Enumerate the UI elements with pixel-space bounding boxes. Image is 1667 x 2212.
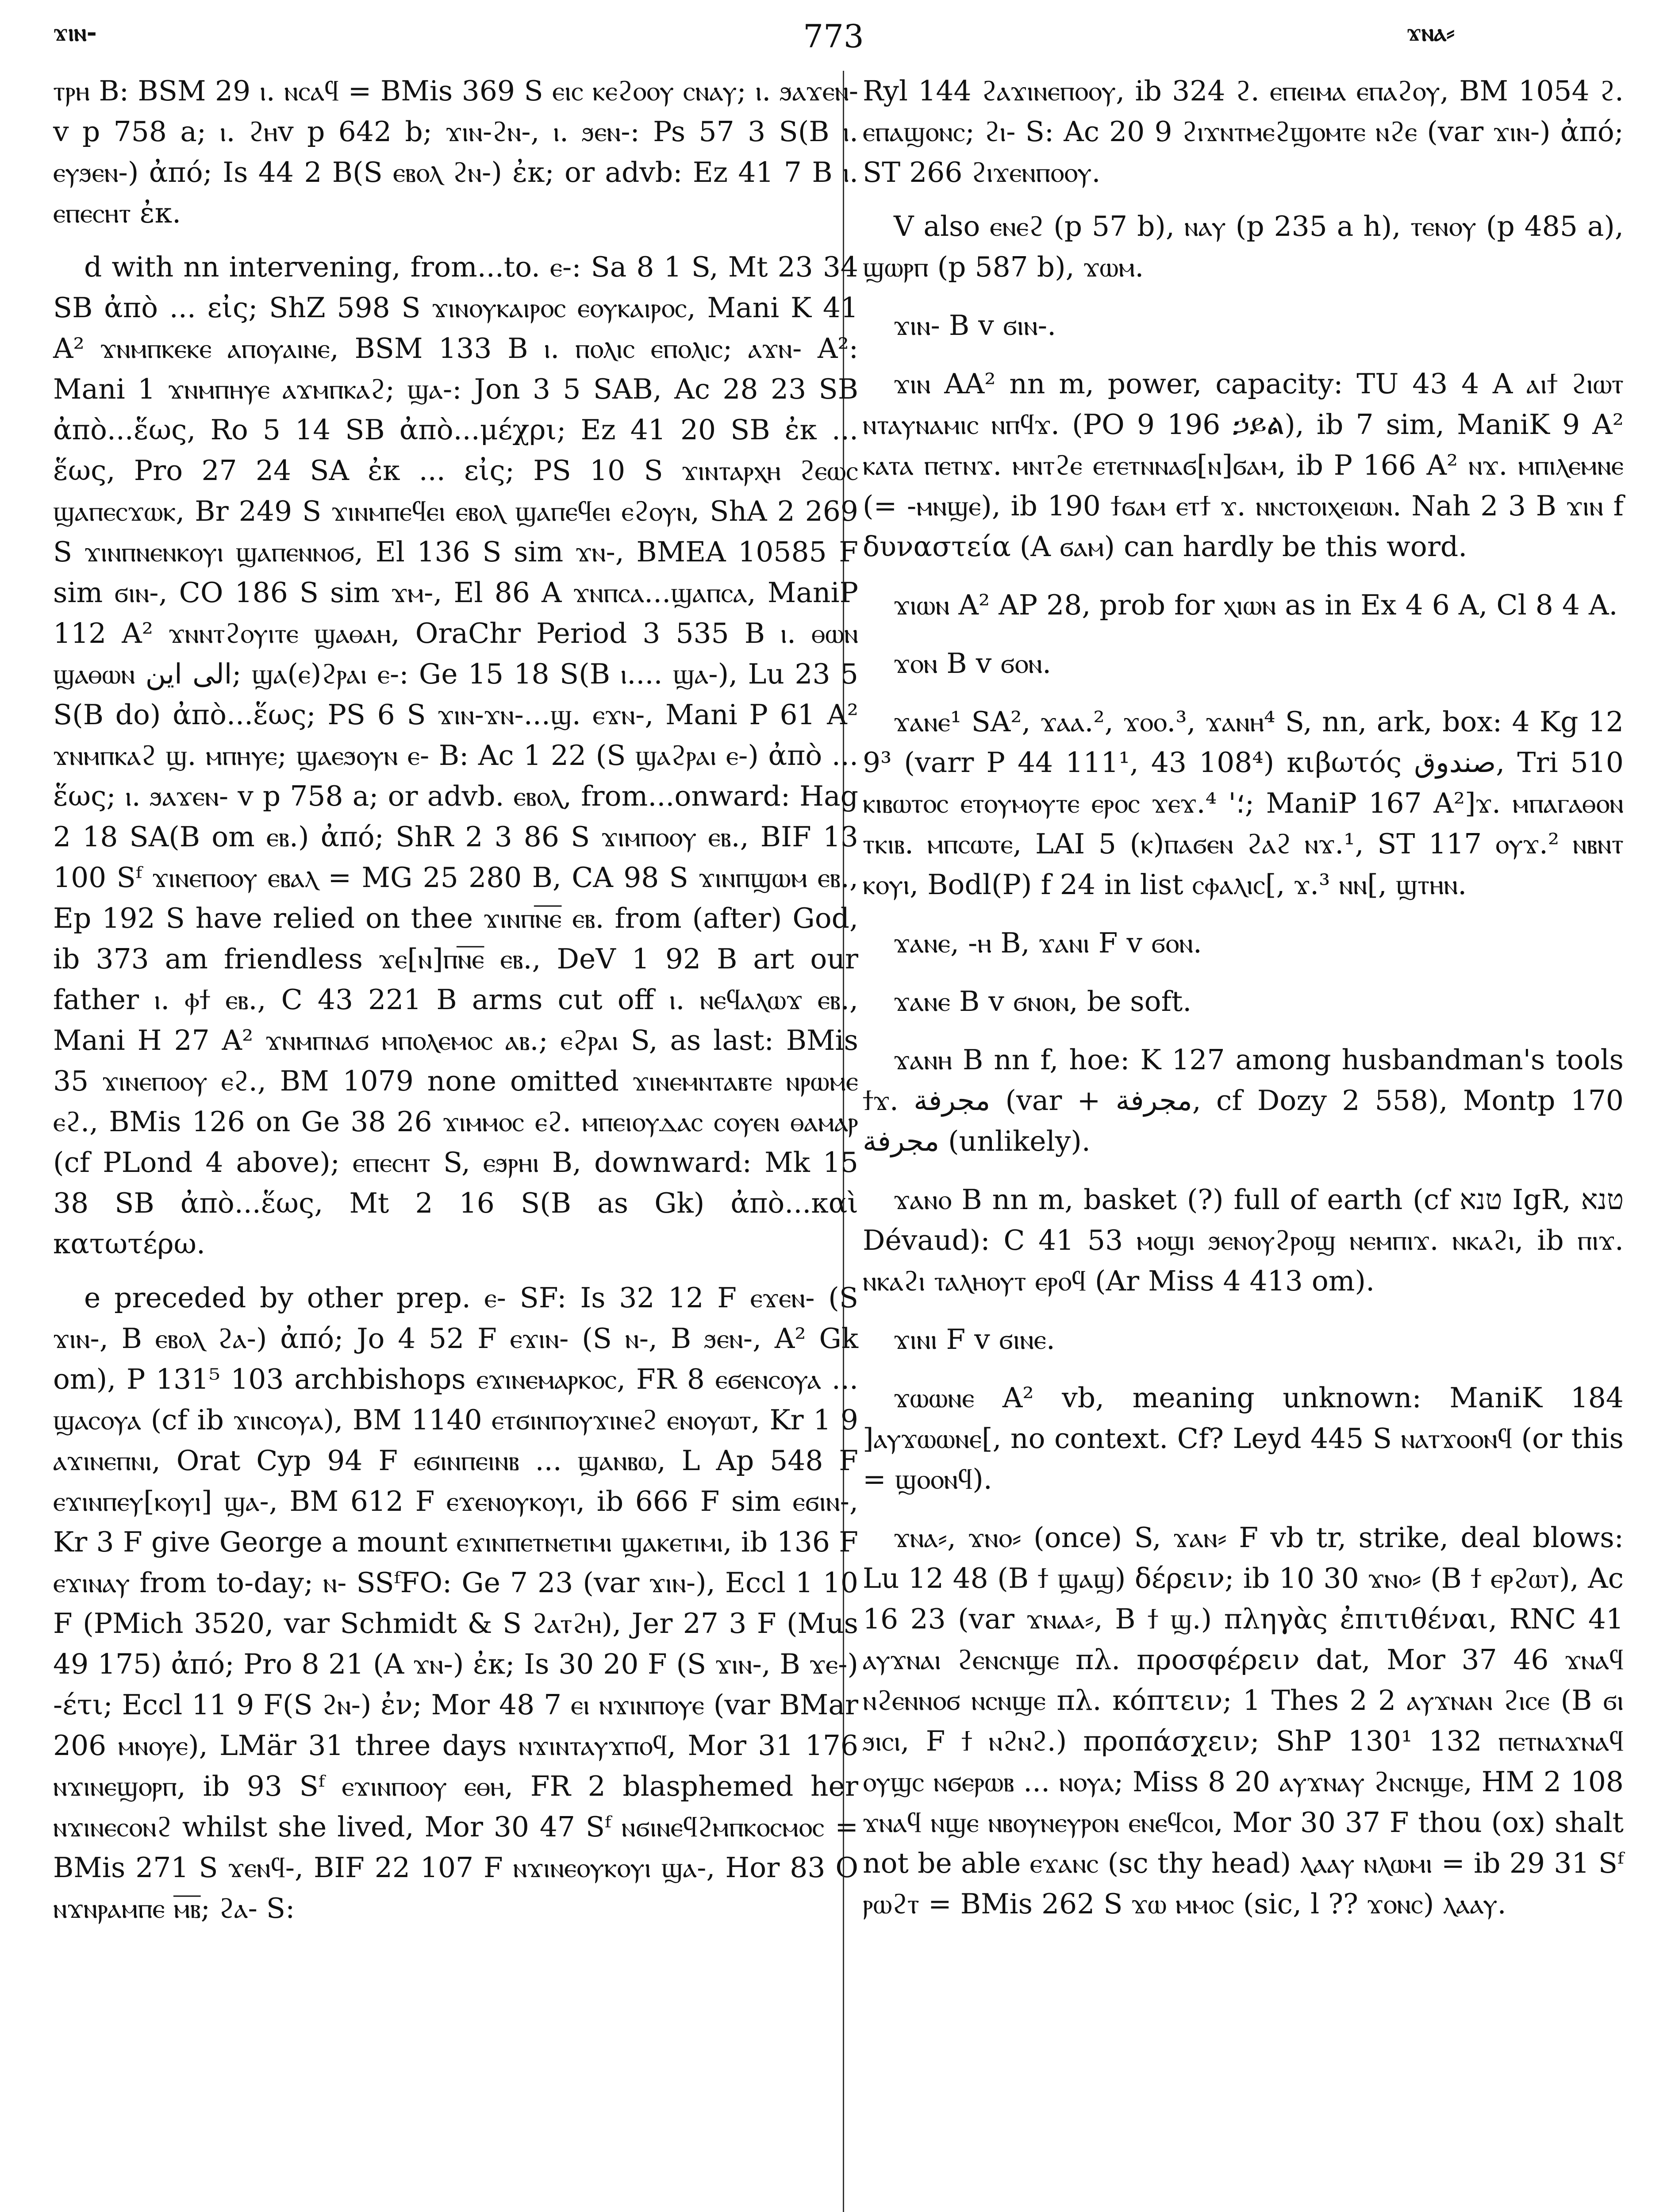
right-column bbox=[863, 71, 1624, 1938]
dictionary-entry: ϫⲓⲛⲓ F v ϭⲓⲛⲉ. bbox=[894, 1323, 1055, 1356]
paragraph: ⲧⲣⲏ B: BSM 29 ⲓ. ⲛⲥⲁϥ = BMis 369 S ⲉⲓⲥ ⲕⲉϩⲟⲟⲩ ⲥⲛⲁⲩ; ⲓ. ϧⲁϫⲉⲛ-v p 758 a; ⲓ. ϩⲏv p 642 b; ϫⲓⲛ-ϩⲛ-, ⲓ. ϧⲉⲛ-: Ps 57 3 S(B ⲓ. ⲉⲩϧⲉⲛ-) ἀπό; Is 44 2 B(S ⲉⲃⲟⲗ ϩⲛ-) ἐκ; or advb: Ez 41 7 B ⲓ. ⲉⲡⲉⲥⲏⲧ ἐκ. bbox=[53, 75, 858, 229]
dictionary-entry: ϫⲁⲛⲟ B nn m, basket (?) full of earth (cf טנא IgR, טנא Dévaud): C 41 53 ⲙⲟϣⲓ ϧⲉⲛⲟⲩϩⲣⲟϣ ⲛⲉⲙⲡⲓϫ. ⲛⲕⲁϩⲓ, ib ⲡⲓϫ. ⲛⲕⲁϩⲓ ⲧⲁⲗⲏⲟⲩⲧ ⲉⲣⲟϥ (Ar Miss 4 413 om). bbox=[863, 1183, 1624, 1297]
dictionary-entry: ϫⲁⲛⲏ B nn f, hoe: K 127 among husbandman's tools ϯϫ. مجرفة (var + مجرفة, cf Dozy 2 558), Montp 170 مجرفة (unlikely). bbox=[863, 1044, 1624, 1157]
dictionary-entry: ϫⲓⲛ- B v ϭⲓⲛ-. bbox=[894, 309, 1056, 342]
dictionary-entry: ϫⲁⲛⲉ¹ SA², ϫⲁⲁ.², ϫⲟⲟ.³, ϫⲁⲛⲏ⁴ S, nn, ark, box: 4 Kg 12 9³ (varr P 44 111¹, 43 108⁴) κιβωτός صندوق, Tri 510 ⲕⲓⲃⲱⲧⲟⲥ ⲉⲧⲟⲩⲙⲟⲩⲧⲉ ⲉⲣⲟⲥ ϫⲉϫ.⁴ '؛; ManiP 167 A²]ϫ. ⲙⲡⲁⲅⲁⲑⲟⲛ ⲧⲕⲓⲃ. ⲙⲡⲥⲱⲧⲉ, LAI 5 (ⲕ)ⲡⲁϭⲉⲛ ϩⲁϩ ⲛϫ.¹, ST 117 ⲟⲩϫ.² ⲛⲃⲛⲧ ⲕⲟⲩⲓ, Bodl(P) f 24 in list ⲥⲫⲁⲗⲓⲥ[, ϫ.³ ⲛⲛ[, ϣⲧⲏⲛ. bbox=[863, 706, 1624, 901]
paragraph: V also ⲉⲛⲉϩ (p 57 b), ⲛⲁⲩ (p 235 a h), ⲧⲉⲛⲟⲩ (p 485 a), ϣⲱⲣⲡ (p 587 b), ϫⲱⲙ. bbox=[863, 210, 1624, 283]
page-header bbox=[53, 18, 1614, 66]
dictionary-entry: ϫⲓⲱⲛ A² AP 28, prob for ⲭⲓⲱⲛ as in Ex 4 6 A, Cl 8 4 A. bbox=[894, 589, 1618, 621]
dictionary-entry: ϫⲁⲛⲉ B v ϭⲛⲟⲛ, be soft. bbox=[894, 985, 1192, 1018]
page-number: 773 bbox=[803, 18, 864, 55]
header-left-guideword: ϫⲓⲛ- bbox=[53, 18, 97, 47]
header-right-guideword: ϫⲛⲁ⸗ bbox=[1406, 18, 1455, 47]
paragraph: d with nn intervening, from...to. ⲉ-: Sa 8 1 S, Mt 23 34 SB ἀπὸ ... εἰς; ShZ 598 S ϫⲓⲛⲟⲩⲕⲁⲓⲣⲟⲥ ⲉⲟⲩⲕⲁⲓⲣⲟⲥ, Mani K 41 A² ϫⲛⲙⲡⲕⲉⲕⲉ ⲁⲡⲟⲩⲁⲓⲛⲉ, BSM 133 B ⲓ. ⲡⲟⲗⲓⲥ ⲉⲡⲟⲗⲓⲥ; ⲁϫⲛ- A²: Mani 1 ϫⲛⲙⲡⲏⲩⲉ ⲁϫⲙⲡⲕⲁϩ; ϣⲁ-: Jon 3 5 SAB, Ac 28 23 SB ἀπὸ...ἕως, Ro 5 14 SB ἀπὸ...μέχρι; Ez 41 20 SB ἐκ ... ἕως, Pro 27 24 SA ἐκ ... εἰς; PS 10 S ϫⲓⲛⲧⲁⲣⲭⲏ ϩⲉⲱⲥ ϣⲁⲡⲉⲥϫⲱⲕ, Br 249 S ϫⲓⲛⲙⲡⲉϥⲉⲓ ⲉⲃⲟⲗ ϣⲁⲡⲉϥⲉⲓ ⲉϩⲟⲩⲛ, ShA 2 269 S ϫⲓⲛⲡⲛⲉⲛⲕⲟⲩⲓ ϣⲁⲡⲉⲛⲛⲟϭ, El 136 S sim ϫⲛ-, BMEA 10585 F sim ϭⲓⲛ-, CO 186 S sim ϫⲙ-, El 86 A ϫⲛⲡⲥⲁ...ϣⲁⲡⲥⲁ, ManiP 112 A² ϫⲛⲛⲧϩⲟⲩⲓⲧⲉ ϣⲁⲑⲁⲏ, OraChr Period 3 535 B ⲓ. ⲑⲱⲛ ϣⲁⲑⲱⲛ الى اين; ϣⲁ(ⲉ)ϩⲣⲁⲓ ⲉ-: Ge 15 18 S(B ⲓ.... ϣⲁ-), Lu 23 5 S(B do) ἀπὸ...ἕως; PS 6 S ϫⲓⲛ-ϫⲛ-...ϣ. ⲉϫⲛ-, Mani P 61 A² ϫⲛⲙⲡⲕⲁϩ ϣ. ⲙⲡⲏⲩⲉ; ϣⲁⲉϧⲟⲩⲛ ⲉ- B: Ac 1 22 (S ϣⲁϩⲣⲁⲓ ⲉ-) ἀπὸ ... ἕως; ⲓ. ϧⲁϫⲉⲛ- v p 758 a; or advb. ⲉⲃⲟⲗ, from...onward: Hag 2 18 SA(B om ⲉⲃ.) ἀπό; ShR 2 3 86 S ϫⲓⲙⲡⲟⲟⲩ ⲉⲃ., BIF 13 100 Sᶠ ϫⲓⲛⲉⲡⲟⲟⲩ ⲉⲃⲁⲗ = MG 25 280 B, CA 98 S ϫⲓⲛⲡϣⲱⲙ ⲉⲃ., Ep 192 S have relied on thee ϫⲓⲛⲡⲛ̅ⲉ̅ ⲉⲃ. from (after) God, ib 373 am friendless ϫⲉ[ⲛ]ⲡⲛ̅ⲉ̅ ⲉⲃ., DeV 1 92 B art our father ⲓ. ⲫϯ ⲉⲃ., C 43 221 B arms cut off ⲓ. ⲛⲉϥⲁⲗⲱϫ ⲉⲃ., Mani H 27 A² ϫⲛⲙⲡⲛⲁϭ ⲙⲡⲟⲗⲉⲙⲟⲥ ⲁⲃ.; ⲉϩⲣⲁⲓ S, as last: BMis 35 ϫⲓⲛⲉⲡⲟⲟⲩ ⲉϩ., BM 1079 none omitted ϫⲓⲛⲉⲙⲛⲧⲁⲃⲧⲉ ⲛⲣⲱⲙⲉ ⲉϩ., BMis 126 on Ge 38 26 ϫⲓⲙⲙⲟⲥ ⲉϩ. ⲙⲡⲉⲓⲟⲩⲇⲁⲥ ⲥⲟⲩⲉⲛ ⲑⲁⲙⲁⲣ (cf PLond 4 above); ⲉⲡⲉⲥⲏⲧ S, ⲉϧⲣⲏⲓ B, downward: Mk 15 38 SB ἀπὸ...ἕως, Mt 2 16 S(B as Gk) ἀπὸ...καὶ κατωτέρω. bbox=[53, 251, 858, 1260]
dictionary-entry: ϫⲁⲛⲉ, -ⲏ B, ϫⲁⲛⲓ F v ϭⲟⲛ. bbox=[894, 927, 1202, 959]
dictionary-entry: ϫⲟⲛ B v ϭⲟⲛ. bbox=[894, 647, 1052, 680]
left-column bbox=[53, 71, 858, 1942]
dictionary-entry: ϫⲛⲁ⸗, ϫⲛⲟ⸗ (once) S, ϫⲁⲛ⸗ F vb tr, strike, deal blows: Lu 12 48 (B ϯ ϣⲁϣ) δέρειν; ib 10 30 ϫⲛⲟ⸗ (B ϯ ⲉⲣϩⲱⲧ), Ac 16 23 (var ϫⲛⲁⲁ⸗, B ϯ ϣ.) πληγὰς ἐπιτιθέναι, RNC 41 ⲁⲩϫⲛⲁⲓ ϩⲉⲛⲥⲛϣⲉ πλ. προσφέρειν dat, Mor 37 46 ϫⲛⲁϥ ⲛϩⲉⲛⲛⲟϭ ⲛⲥⲛϣⲉ πλ. κόπτειν; 1 Thes 2 2 ⲁⲩϫⲛⲁⲛ ϩⲓⲥⲉ (B ϭⲓ ϧⲓⲥⲓ, F ϯ ⲛϩⲛϩ.) προπάσχειν; ShP 130¹ 132 ⲡⲉⲧⲛⲁϫⲛⲁϥ ⲟⲩϣⲥ ⲛϭⲉⲣⲱⲃ ... ⲛⲟⲩⲁ; Miss 8 20 ⲁⲩϫⲛⲁⲩ ϩⲛⲥⲛϣⲉ, HM 2 108 ϫⲛⲁϥ ⲛϣⲉ ⲛⲃⲟⲩⲛⲉⲩⲣⲟⲛ ⲉⲛⲉϥⲥⲟⲓ, Mor 30 37 F thou (ox) shalt not be able ⲉϫⲁⲛⲥ (sc thy head) ⲗⲁⲁⲩ ⲛⲗⲱⲙⲓ = ib 29 31 Sᶠ ⲣⲱϩⲧ = BMis 262 S ϫⲱ ⲙⲙⲟⲥ (sic, l ?? ϫⲟⲛⲥ) ⲗⲁⲁⲩ. bbox=[863, 1521, 1624, 1920]
paragraph: e preceded by other prep. ⲉ- SF: Is 32 12 F ⲉϫⲉⲛ- (S ϫⲓⲛ-, B ⲉⲃⲟⲗ ϩⲁ-) ἀπό; Jo 4 52 F ⲉϫⲓⲛ- (S ⲛ-, B ϧⲉⲛ-, A² Gk om), P 131⁵ 103 archbishops ⲉϫⲓⲛⲉⲙⲁⲣⲕⲟⲥ, FR 8 ⲉϭⲉⲛⲥⲟⲩⲁ ... ϣⲁⲥⲟⲩⲁ (cf ib ϫⲓⲛⲥⲟⲩⲁ), BM 1140 ⲉⲧϭⲓⲛⲡⲟⲩϫⲓⲛⲉϩ ⲉⲛⲟⲩⲱⲧ, Kr 1 9 ⲁϫⲓⲛⲉⲡⲛⲓ, Orat Cyp 94 F ⲉϭⲓⲛⲡⲉⲓⲛⲃ ... ϣⲁⲛⲃⲱ, L Ap 548 F ⲉϫⲓⲛⲡⲉⲩ[ⲕⲟⲩⲓ] ϣⲁ-, BM 612 F ⲉϫⲉⲛⲟⲩⲕⲟⲩⲓ, ib 666 F sim ⲉϭⲓⲛ-, Kr 3 F give George a mount ⲉϫⲓⲛⲡⲉⲧⲛⲉⲧⲓⲙⲓ ϣⲁⲕⲉⲧⲓⲙⲓ, ib 136 F ⲉϫⲓⲛⲁⲩ from to-day; ⲛ- SSᶠFO: Ge 7 23 (var ϫⲓⲛ-), Eccl 1 10 F (PMich 3520, var Schmidt & S ϩⲁⲧϩⲏ), Jer 27 3 F (Mus 49 175) ἀπό; Pro 8 21 (A ϫⲛ-) ἐκ; Is 30 20 F (S ϫⲓⲛ-, B ϫⲉ-) -έτι; Eccl 11 9 F(S ϩⲛ-) ἐν; Mor 48 7 ⲉⲓ ⲛϫⲓⲛⲡⲟⲩⲉ (var BMar 206 ⲙⲛⲟⲩⲉ), LMär 31 three days ⲛϫⲓⲛⲧⲁⲩϫⲡⲟϥ, Mor 31 176 ⲛϫⲓⲛⲉϣⲟⲣⲡ, ib 93 Sᶠ ⲉϫⲓⲛⲡⲟⲟⲩ ⲉⲑⲏ, FR 2 blasphemed her ⲛϫⲓⲛⲉⲥⲟⲛϩ whilst she lived, Mor 30 47 Sᶠ ⲛϭⲓⲛⲉϥϩⲙⲡⲕⲟⲥⲙⲟⲥ = BMis 271 S ϫⲉⲛϥ-, BIF 22 107 F ⲛϫⲓⲛⲉⲟⲩⲕⲟⲩⲓ ϣⲁ-, Hor 83 O ⲛϫⲛⲣⲁⲙⲡⲉ ⲙ̅ⲃ̅; ϩⲁ- S: bbox=[53, 1282, 858, 1924]
dictionary-entry: ϫⲓⲛ AA² nn m, power, capacity: TU 43 4 A ⲁⲓϯ ϩⲓⲱⲧ ⲛⲧⲁⲩⲛⲁⲙⲓⲥ ⲛⲡϥϫ. (PO 9 196 ኃይል), ib 7 sim, ManiK 9 A² ⲕⲁⲧⲁ ⲡⲉⲧⲛϫ. ⲙⲛⲧϩⲉ ⲉⲧⲉⲧⲛⲛⲁϭ[ⲛ]ϭⲁⲙ, ib P 166 A² ⲛϫ. ⲙⲡⲓⲗⲉⲙⲛⲉ (= -ⲙⲛϣⲉ), ib 190 ϯϭⲁⲙ ⲉⲧϯ ϫ. ⲛⲛⲥⲧⲟⲓⲭⲉⲓⲱⲛ. Nah 2 3 B ϫⲓⲛ f δυναστεία (A ϭⲁⲙ) can hardly be this word. bbox=[863, 368, 1624, 563]
dictionary-entry: ϫⲱⲱⲛⲉ A² vb, meaning unknown: ManiK 184 ]ⲁⲩϫⲱⲱⲛⲉ[, no context. Cf? Leyd 445 S ⲛⲁⲧϫⲟⲟⲛϥ (or this = ϣⲟⲟⲛϥ). bbox=[863, 1382, 1624, 1495]
paragraph: Ryl 144 ϩⲁϫⲓⲛⲉⲡⲟⲟⲩ, ib 324 ϩ. ⲉⲡⲉⲓⲙⲁ ⲉⲡⲁϩⲟⲩ, BM 1054 ϩ. ⲉⲡⲁϣⲟⲛⲥ; ϩⲓ- S: Ac 20 9 ϩⲓϫⲛⲧⲙⲉϩϣⲟⲙⲧⲉ ⲛϩⲉ (var ϫⲓⲛ-) ἀπό; ST 266 ϩⲓϫⲉⲛⲡⲟⲟⲩ. bbox=[863, 75, 1624, 188]
